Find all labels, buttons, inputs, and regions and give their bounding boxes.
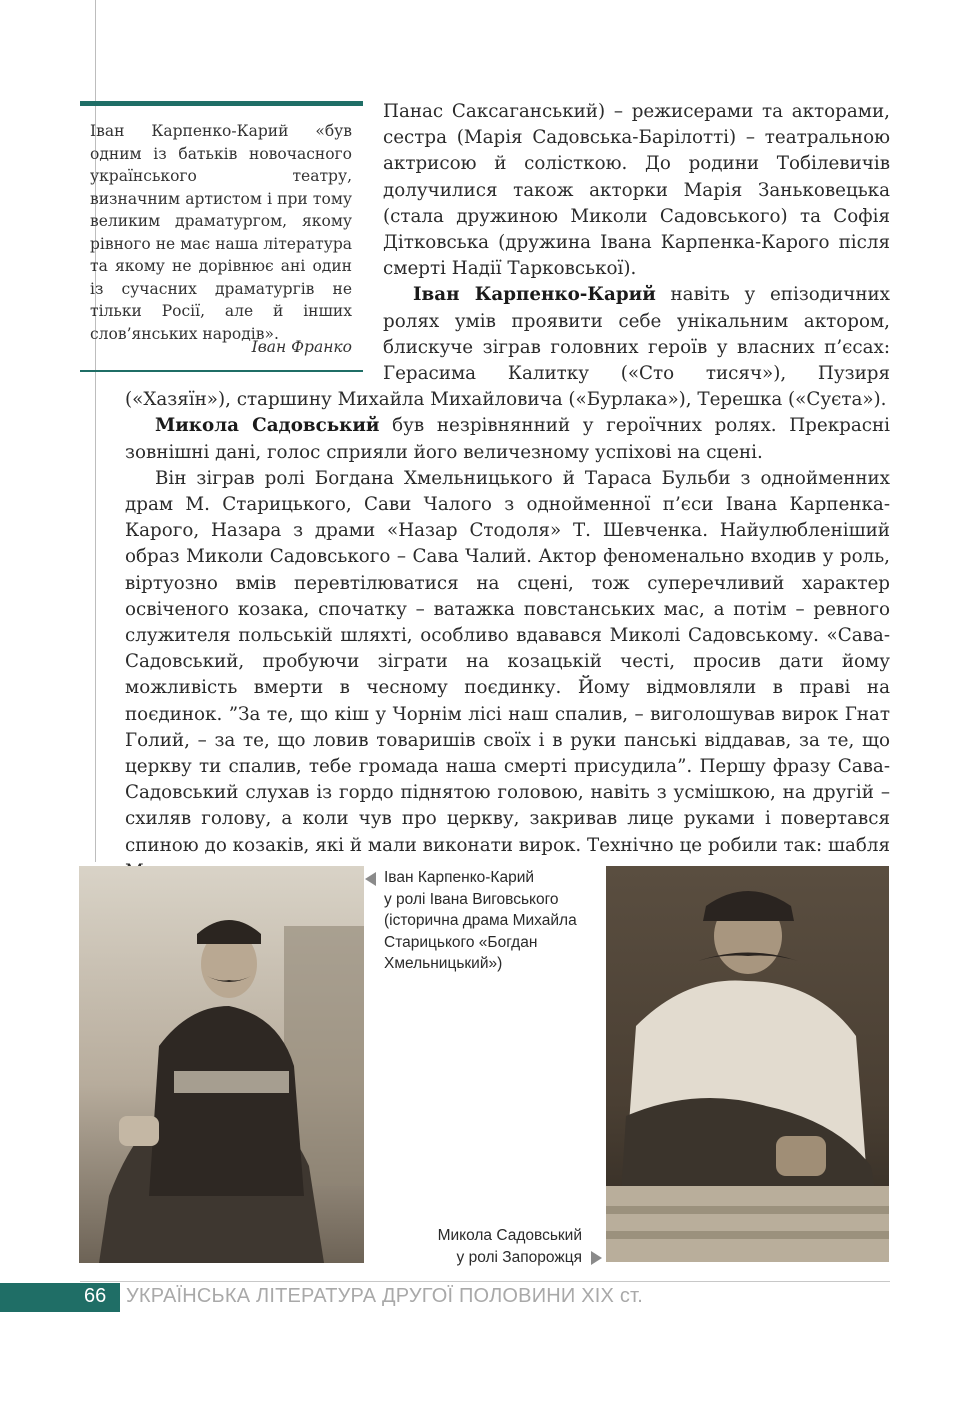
- photo-sadovsky: [606, 866, 889, 1262]
- name-sadovsky: Микола Садовський: [155, 415, 380, 437]
- caption-line: (історична драма Михайла: [384, 912, 577, 929]
- caption-photo-2: [380, 1225, 582, 1268]
- caption-line: Старицького «Богдан: [384, 933, 538, 951]
- caption-arrow-right-icon: [591, 1251, 602, 1265]
- page-number: 66: [84, 1285, 107, 1307]
- caption-line: Іван Карпенко-Карий: [384, 869, 535, 886]
- paragraph-1: Панас Саксаганський) – режисерами та акторами, сестра (Марія Садовська-Барілотті) – театральною актрисою й солісткою. До родини Тобілевичів долучилися також акторки Марія Заньковецька (стала дружиною Миколи Садовського) та Софія Дітковська (дружина Івана Карпенка-Карого після смерті Надії Тарковської).: [383, 101, 890, 280]
- name-karpenko-kary: Іван Карпенко-Карий: [413, 284, 656, 306]
- caption-line: Микола Садовський: [437, 1227, 582, 1244]
- sidebar-quote: Іван Карпенко-Карий «був одним із батьків новочасного українського театру, визначним артистом і при тому великим драматургом, якому рівного не має наша література та якому не дорівнює ані один із сучасних драматургів не тільки Росії, але й інших слов’янських народів».: [90, 122, 352, 343]
- paragraph-4: Він зіграв ролі Богдана Хмельницького й Тараса Бульби з однойменних драм М. Старицького, Сави Чалого з однойменної п’єси Івана Карпенка-Карого, Назара з драми «Назар Стодоля» Т. Шевченка. Найулюбленіший образ Миколи Садовського – Сава Чалий. Актор феноменально входив у роль, віртуозно вмів перевтілюватися на сцені, тож суперечливий характер освіченого козака, спочатку – ватажка повстанських мас, а потім – ревного служителя польській шляхті, особливо вдавався Миколі Садовському. «Сава-Садовський, пробуючи зіграти на козацькій честі, просив дати йому можливість вмерти в чесному поєдинку. Йому відмовляли в праві на поєдинок. ”За те, що кіш у Чорнім лісі наш спалив, – виголошував вирок Гнат Голий, – за те, що ловив товаришів своїх і в руки панські віддавав, за те, що церкву ти спалив, тебе громада наша смерті присудила”. Першу фразу Сава-Садовський слухав із гордо піднятою головою, навіть з усмішкою, на другій – схиляв голову, а коли чув про церкву, закривав лице руками і повертався спиною до козаків, які й мали виконати вирок. Технічно це робили так: шабля: [125, 467, 890, 856]
- paragraph-3-text: був незрівнянний у героїчних ролях. Прекрасні зовнішні дані, голос сприяли його величезному успіхові на сцені.: [125, 415, 890, 463]
- paragraph-3: [125, 413, 890, 465]
- main-text: [125, 99, 890, 885]
- quote-author: Іван Франко: [251, 338, 352, 356]
- caption-photo-1: [384, 867, 599, 975]
- quote-spacer: [125, 99, 383, 375]
- caption-arrow-left-icon: [365, 872, 376, 886]
- photo-karpenko-kary: [79, 866, 364, 1263]
- caption-line: у ролі Івана Виговського: [384, 890, 559, 908]
- running-title: УКРАЇНСЬКА ЛІТЕРАТУРА ДРУГОЇ ПОЛОВИНИ XIX ст.: [126, 1285, 643, 1307]
- footer-rule: [80, 1281, 890, 1282]
- caption-line: Хмельницький»): [384, 955, 503, 972]
- caption-line: у ролі Запорожця: [456, 1248, 582, 1266]
- paragraph-2-text: навіть у епізодичних ролях умів проявити себе унікальним актором, блискуче зіграв головних героїв у власних п’єсах: Герасима Калитку («Сто тисяч»), Пузиря («Хазяїн»), старшину Михайла Михайловича («Бурлака»), Терешка («Суєта»).: [125, 284, 890, 411]
